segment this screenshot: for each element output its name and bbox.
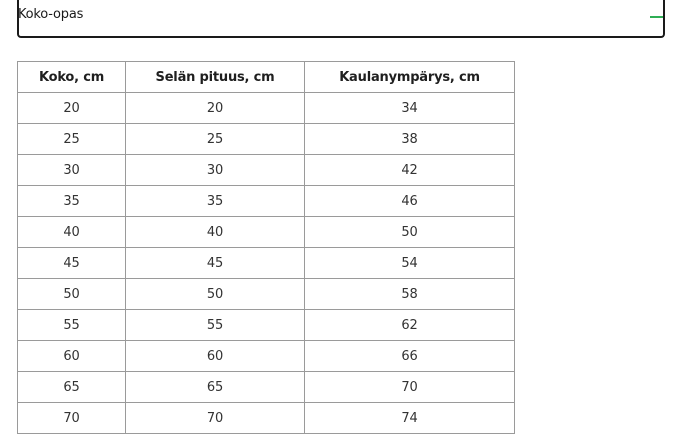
column-header-size: Koko, cm [18, 62, 126, 93]
table-cell: 50 [305, 217, 515, 248]
table-cell: 25 [126, 124, 305, 155]
table-cell: 40 [126, 217, 305, 248]
minus-icon[interactable] [650, 16, 663, 18]
table-row [18, 372, 515, 403]
table-cell: 30 [18, 155, 126, 186]
table-cell: 55 [126, 310, 305, 341]
table-cell: 34 [305, 93, 515, 124]
table-cell: 70 [126, 403, 305, 434]
table-row [18, 248, 515, 279]
table-cell: 62 [305, 310, 515, 341]
table-cell: 45 [126, 248, 305, 279]
table-cell: 58 [305, 279, 515, 310]
column-header-back-length: Selän pituus, cm [126, 62, 305, 93]
table-cell: 55 [18, 310, 126, 341]
table-row [18, 93, 515, 124]
table-row [18, 403, 515, 434]
table-row [18, 217, 515, 248]
table-cell: 35 [126, 186, 305, 217]
accordion-title: Koko-opas [18, 7, 84, 22]
column-header-neck-circumference: Kaulanympärys, cm [305, 62, 515, 93]
size-guide-accordion-header[interactable] [17, 0, 665, 38]
table-row [18, 310, 515, 341]
table-row [18, 186, 515, 217]
table-cell: 50 [18, 279, 126, 310]
table-cell: 60 [18, 341, 126, 372]
table-row [18, 279, 515, 310]
size-guide-table [17, 61, 515, 434]
table-cell: 40 [18, 217, 126, 248]
table-cell: 50 [126, 279, 305, 310]
table-header-row [18, 62, 515, 93]
table-cell: 20 [126, 93, 305, 124]
table-cell: 54 [305, 248, 515, 279]
table-cell: 65 [18, 372, 126, 403]
table-cell: 66 [305, 341, 515, 372]
table-cell: 20 [18, 93, 126, 124]
table-cell: 38 [305, 124, 515, 155]
table-cell: 70 [305, 372, 515, 403]
table-cell: 70 [18, 403, 126, 434]
table-row [18, 341, 515, 372]
table-cell: 25 [18, 124, 126, 155]
table-cell: 30 [126, 155, 305, 186]
table-cell: 74 [305, 403, 515, 434]
table-cell: 42 [305, 155, 515, 186]
table-cell: 46 [305, 186, 515, 217]
table-cell: 45 [18, 248, 126, 279]
table-row [18, 124, 515, 155]
table-cell: 60 [126, 341, 305, 372]
table-cell: 35 [18, 186, 126, 217]
table-cell: 65 [126, 372, 305, 403]
table-row [18, 155, 515, 186]
